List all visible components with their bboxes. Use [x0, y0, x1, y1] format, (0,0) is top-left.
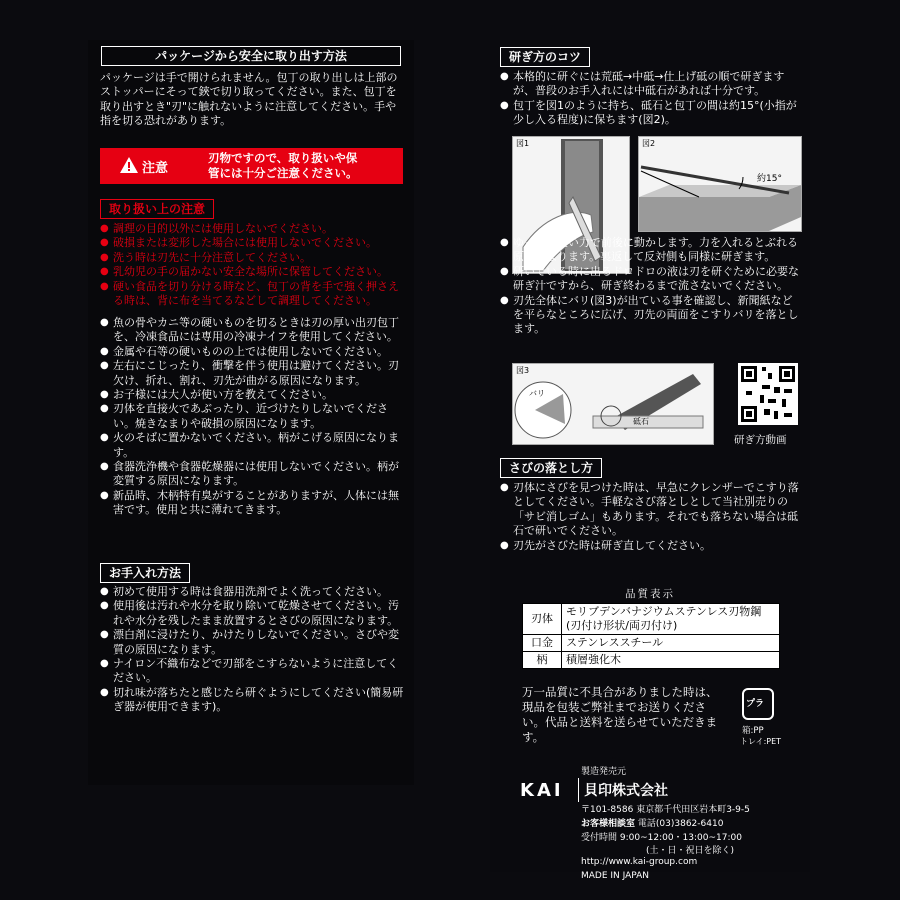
caution-label: 注意 — [142, 161, 169, 176]
sharpen-list-1 — [500, 70, 802, 128]
support-phone: 電話(03)3862-6410 — [637, 819, 724, 829]
table-cell: 柄 — [523, 652, 562, 669]
list-item: ● 研いでいる時に出るドロドロの液は刃を研ぐために必要な研ぎ汁ですから、研ぎ終わるまで流さないでください。 — [500, 265, 802, 294]
table-cell: ステンレススチール — [562, 635, 780, 652]
table-cell — [562, 604, 780, 635]
list-item: ● 包丁を図1のように持ち、砥石と包丁の間は約15°(小指が少し入る程度)に保ちます(図2)。 — [500, 99, 802, 128]
company-address: 〒101-8586 東京都千代田区岩本町3-9-5 — [581, 805, 750, 815]
recycle-note-tray: トレイ:PET — [740, 737, 782, 746]
list-item: ● 魚の骨やカニ等の硬いものを切るときは刃の厚い出刃包丁を、冷凍食品には専用の冷凍ナイフを使用してください。 — [100, 316, 406, 345]
recycle-pla-icon — [742, 688, 774, 720]
maker-label: 製造発売元 — [581, 767, 627, 777]
care-heading: お手入れ方法 — [100, 563, 190, 583]
quality-table — [522, 603, 780, 669]
package-text: パッケージは手で開けられません。包丁の取り出しは上部のストッパーにそって鋏で切り取ってください。また、包丁を取り出すとき"刃"に触れないように注意してください。手や指を切る恐れがあります。 — [100, 71, 398, 128]
handling-list — [100, 316, 406, 518]
support-label: お客様相談室 — [581, 819, 636, 829]
package-heading: パッケージから安全に取り出す方法 — [101, 46, 401, 66]
stone-label: 砥石 — [633, 417, 649, 426]
list-item: ● 本格的に研ぐには荒砥→中砥→仕上げ砥の順で研ぎますが、普段のお手入れには中砥石があれば十分です。 — [500, 70, 802, 99]
figure-1-label: 図1 — [516, 139, 530, 148]
recycle-note-box: 箱:PP — [742, 726, 764, 736]
list-item: ● 金属や石等の硬いものの上では使用しないでください。 — [100, 345, 406, 359]
caution-text: 刃物ですので、取り扱いや保管には十分ご注意ください。 — [208, 151, 358, 180]
list-item: ● 硬い食品を切り分ける時など、包丁の背を手で強く押さえる時は、背に布を当てるなどして調理してください。 — [100, 280, 406, 309]
handling-red-list — [100, 222, 406, 308]
table-row — [523, 604, 780, 635]
list-item: ● 左右にこじったり、衝撃を伴う使用は避けてください。刃欠け、折れ、割れ、刃先が曲がる原因になります。 — [100, 359, 406, 388]
company-url[interactable]: http://www.kai-group.com — [581, 857, 698, 867]
list-item: ● ナイロン不織布などで刃部をこすらないように注意してください。 — [100, 657, 406, 686]
qr-code-icon — [738, 363, 798, 425]
right-panel — [490, 40, 810, 881]
list-item: ● ゆっくり軽い力で前後に動かします。力を入れるとぶれる原因になります。裏返して反対側も同様に研ぎます。 — [500, 236, 802, 265]
quality-value: モリブデンバナジウムステンレス刃物鋼 — [566, 605, 762, 618]
list-item: ● 切れ味が落ちたと感じたら研ぐようにしてください(簡易研ぎ器が使用できます)。 — [100, 686, 406, 715]
figure-3 — [512, 363, 714, 445]
angle-label: 約15° — [757, 174, 782, 184]
list-item: ● 刃先がさびた時は研ぎ直してください。 — [500, 539, 802, 553]
table-row — [523, 635, 780, 652]
figure-2 — [638, 136, 802, 232]
quality-note: (刃付け形状/両刃付け) — [566, 619, 678, 632]
list-item: ● 食器洗浄機や食器乾燥器には使用しないでください。柄が変質する原因になります。 — [100, 460, 406, 489]
rust-list — [500, 481, 802, 553]
company-name: 貝印株式会社 — [584, 783, 668, 799]
sharpen-list-2 — [500, 236, 802, 337]
sharpening-angle-illustration — [639, 137, 801, 231]
made-in: MADE IN JAPAN — [581, 871, 650, 881]
list-item: ● 刃先全体にバリ(図3)が出ている事を確認し、新聞紙などを平らなところに広げ、刃先の両面をこすりバリを落とします。 — [500, 294, 802, 337]
list-item: ● 調理の目的以外には使用しないでください。 — [100, 222, 406, 236]
care-list — [100, 585, 406, 715]
list-item: ● 破損または変形した場合には使用しないでください。 — [100, 236, 406, 250]
list-item: ● 初めて使用する時は食器用洗剤でよく洗ってください。 — [100, 585, 406, 599]
list-item: ● 使用後は汚れや水分を取り除いて乾燥させてください。汚れや水分を残したまま放置するとさびの原因になります。 — [100, 599, 406, 628]
handling-heading: 取り扱い上の注意 — [100, 199, 214, 219]
burr-label: バリ — [529, 389, 545, 398]
warning-icon — [119, 156, 139, 174]
logo-divider — [578, 778, 579, 802]
table-cell: 刃体 — [523, 604, 562, 635]
caution-banner — [100, 148, 403, 184]
qr-caption: 研ぎ方動画 — [734, 434, 787, 446]
list-item: ● 火のそばに置かないでください。柄がこげる原因になります。 — [100, 431, 406, 460]
quality-title: 品質表示 — [625, 588, 675, 600]
list-item: ● お子様には大人が使い方を教えてください。 — [100, 388, 406, 402]
list-item: ● 刃体を直接火であぶったり、近づけたりしないでください。焼きなまりや破損の原因になります。 — [100, 402, 406, 431]
table-cell: 口金 — [523, 635, 562, 652]
burr-illustration — [513, 364, 713, 444]
support-closed-days: (土・日・祝日を除く) — [646, 846, 735, 856]
left-panel — [88, 40, 414, 785]
qr-code[interactable] — [738, 363, 798, 425]
list-item: ● 洗う時は刃先に十分注意してください。 — [100, 251, 406, 265]
rust-heading: さびの落とし方 — [500, 458, 602, 478]
table-cell: 積層強化木 — [562, 652, 780, 669]
list-item: ● 新品時、木柄特有臭がすることがありますが、人体には無害です。使用と共に薄れてきます。 — [100, 489, 406, 518]
figure-2-label: 図2 — [642, 139, 656, 148]
list-item: ● 乳幼児の手の届かない安全な場所に保管してください。 — [100, 265, 406, 279]
figure-3-label: 図3 — [516, 366, 530, 375]
support-line — [581, 816, 723, 829]
guarantee-text: 万一品質に不具合がありました時は、現品を包装ご弊社までお送りください。代品と送料を送らせていただきます。 — [522, 685, 718, 744]
sharpen-heading: 研ぎ方のコツ — [500, 47, 590, 67]
list-item: ● 刃体にさびを見つけた時は、早急にクレンザーでこすり落としてください。手軽なさび落としとして当社別売りの「サビ消しゴム」もあります。それでも落ちない場合は砥石で研いでください。 — [500, 481, 802, 539]
recycle-pla-text: プラ — [746, 699, 765, 709]
table-row — [523, 652, 780, 669]
kai-logo: KAI — [520, 780, 564, 801]
support-hours: 受付時間 9:00~12:00・13:00~17:00 — [581, 833, 742, 843]
list-item: ● 漂白剤に浸けたり、かけたりしないでください。さびや変質の原因になります。 — [100, 628, 406, 657]
